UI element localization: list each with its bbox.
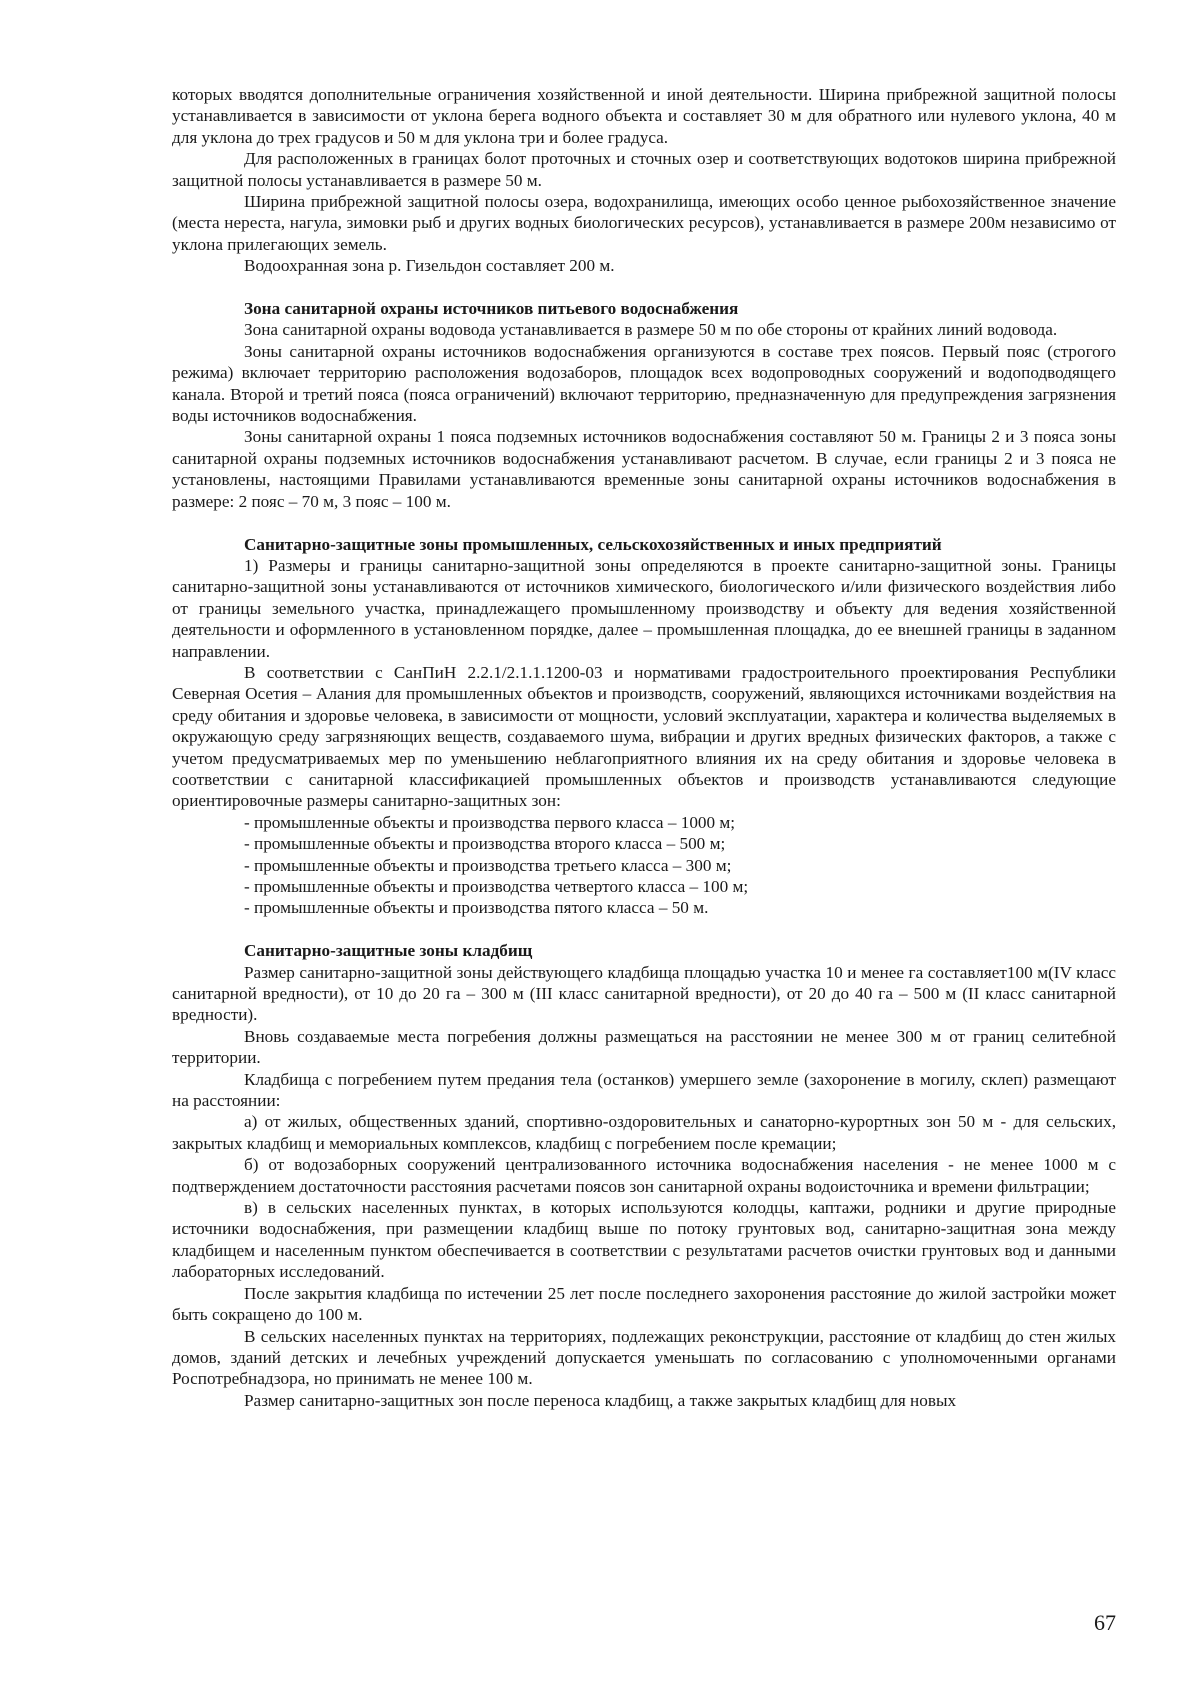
paragraph: Водоохранная зона р. Гизельдон составляет 200 м.: [244, 256, 615, 276]
section-heading: Зона санитарной охраны источников питьевого водоснабжения: [244, 299, 739, 319]
page-number: 67: [1094, 1610, 1116, 1635]
paragraph-continuation: которых вводятся дополнительные ограничения хозяйственной и иной деятельности. Ширина прибрежной защитной полосы устанавливается в зависимости от уклона берега водного объекта и составляет 30 м для обратного или нулевого уклона, 40 м для уклона до трех градусов и 50 м для уклона три и более градуса.: [172, 85, 1116, 147]
paragraph: Кладбища с погребением путем предания тела (останков) умершего земле (захоронение в могилу, склеп) размещают на расстоянии:: [172, 1069, 1116, 1111]
paragraph: Для расположенных в границах болот проточных и сточных озер и соответствующих водотоков ширина прибрежной защитной полосы устанавливается в размере 50 м.: [172, 149, 1116, 190]
section-heading: Санитарно-защитные зоны кладбищ: [244, 941, 533, 961]
paragraph: в) в сельских населенных пунктах, в которых используются колодцы, каптажи, родники и другие природные источники водоснабжения, при размещении кладбищ выше по потоку грунтовых вод, санитарно-защитная зона между кладбищем и населенным пунктом обеспечивается в соответствии с результатами расчетов очистки грунтовых вод и данными лабораторных исследований.: [172, 1198, 1116, 1282]
paragraph: Зоны санитарной охраны 1 пояса подземных источников водоснабжения составляют 50 м. Границы 2 и 3 пояса зоны санитарной охраны подземных источников водоснабжения устанавливают расчетом. В случае, если границы 2 и 3 пояса не установлены, настоящими Правилами устанавливаются временные зоны санитарной охраны источников водоснабжения в размере: 2 пояс – 70 м, 3 пояс – 100 м.: [172, 427, 1116, 511]
paragraph: Размер санитарно-защитных зон после переноса кладбищ, а также закрытых кладбищ для новых: [244, 1390, 957, 1410]
paragraph: В сельских населенных пунктах на территориях, подлежащих реконструкции, расстояние от кладбищ до стен жилых домов, зданий детских и лечебных учреждений допускается уменьшать по согласованию с уполномоченными органами Роспотребнадзора, но принимать не менее 100 м.: [172, 1326, 1116, 1389]
paragraph: Вновь создаваемые места погребения должны размещаться на расстоянии не менее 300 м от границ селитебной территории.: [172, 1026, 1116, 1068]
paragraph: После закрытия кладбища по истечении 25 лет после последнего захоронения расстояние до жилой застройки может быть сокращено до 100 м.: [172, 1283, 1116, 1325]
paragraph: Зоны санитарной охраны источников водоснабжения организуются в составе трех поясов. Первый пояс (строгого режима) включает территорию расположения водозаборов, площадок всех водопроводных сооружений и водоподводящего канала. Второй и третий пояса (пояса ограничений) включают территорию, предназначенную для предупреждения загрязнения воды источников водоснабжения.: [172, 341, 1116, 426]
document-page: [172, 84, 1116, 1411]
list-item: - промышленные объекты и производства третьего класса – 300 м;: [244, 855, 732, 875]
list-item: - промышленные объекты и производства пятого класса – 50 м.: [244, 898, 709, 918]
list-item: - промышленные объекты и производства первого класса – 1000 м;: [244, 812, 736, 832]
paragraph: б) от водозаборных сооружений централизованного источника водоснабжения населения - не менее 1000 м с подтверждением достаточности расстояния расчетами поясов зон санитарной охраны водоисточника и времени фильтрации;: [172, 1155, 1116, 1196]
list-item: - промышленные объекты и производства четвертого класса – 100 м;: [244, 877, 749, 896]
list-item: - промышленные объекты и производства второго класса – 500 м;: [244, 834, 726, 854]
paragraph: Размер санитарно-защитной зоны действующего кладбища площадью участка 10 и менее га составляет100 м(IV класс санитарной вредности), от 10 до 20 га – 300 м (III класс санитарной вредности), от 20 до 40 га – 500 м (II класс санитарной вредности).: [172, 962, 1116, 1025]
paragraph: Зона санитарной охраны водовода устанавливается в размере 50 м по обе стороны от крайних линий водовода.: [244, 320, 1058, 340]
section-heading: Санитарно-защитные зоны промышленных, сельскохозяйственных и иных предприятий: [244, 534, 942, 554]
paragraph: В соответствии с СанПиН 2.2.1/2.1.1.1200-03 и нормативами градостроительного проектирования Республики Северная Осетия – Алания для промышленных объектов и производств, сооружений, являющихся источниками воздействия на среду обитания и здоровье человека, в зависимости от мощности, условий эксплуатации, характера и количества выделяемых в окружающую среду загрязняющих веществ, создаваемого шума, вибрации и других вредных физических факторов, а также с учетом предусматриваемых мер по уменьшению неблагоприятного влияния их на среду обитания и здоровье человека в соответствии с санитарной классификацией промышленных объектов и производств устанавливаются следующие ориентировочные размеры санитарно-защитных зон:: [172, 662, 1116, 811]
paragraph: Ширина прибрежной защитной полосы озера, водохранилища, имеющих особо ценное рыбохозяйственное значение (места нереста, нагула, зимовки рыб и других водных биологических ресурсов), устанавливается в размере 200м независимо от уклона прилегающих земель.: [172, 192, 1116, 254]
paragraph: 1) Размеры и границы санитарно-защитной зоны определяются в проекте санитарно-защитной зоны. Границы санитарно-защитной зоны устанавливаются от источников химического, биологического и/или физического воздействия либо от границы земельного участка, принадлежащего промышленному производству и объекту для ведения хозяйственной деятельности и оформленного в установленном порядке, далее – промышленная площадка, до ее внешней границы в заданном направлении.: [172, 555, 1116, 661]
paragraph: а) от жилых, общественных зданий, спортивно-оздоровительных и санаторно-курортных зон 50 м - для сельских, закрытых кладбищ и мемориальных комплексов, кладбищ с погребением после кремации;: [172, 1112, 1116, 1153]
